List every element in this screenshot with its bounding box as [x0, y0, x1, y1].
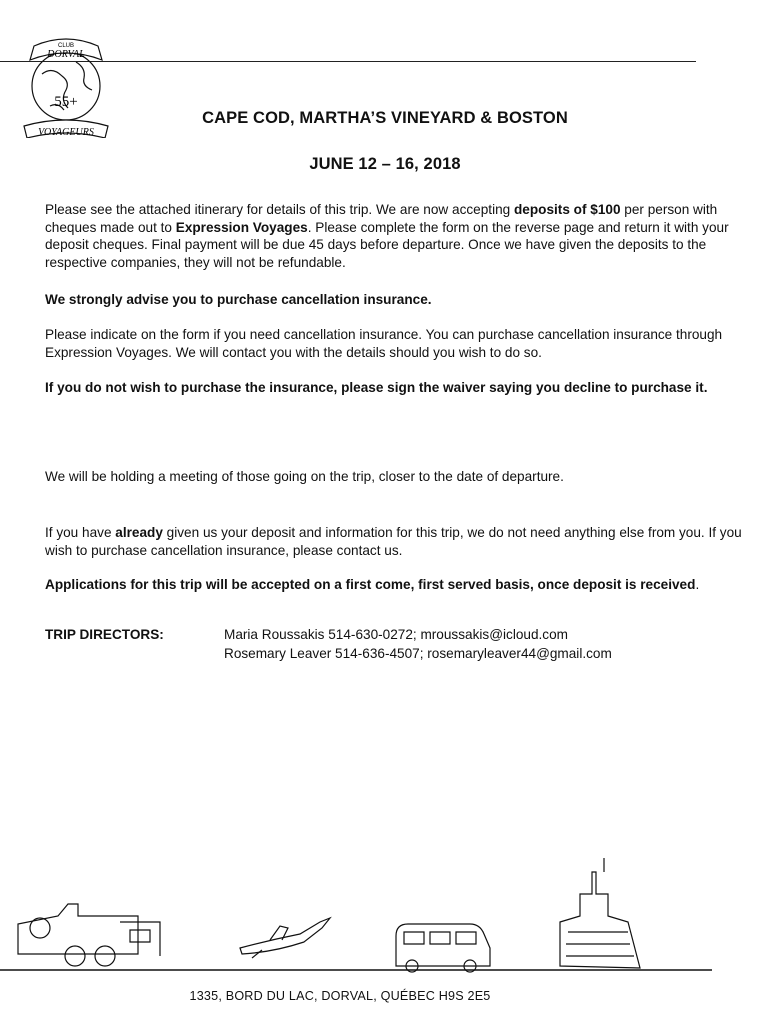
waiver-note-text: If you do not wish to purchase the insurance, please sign the waiver saying you decline to purchase it.	[45, 380, 708, 395]
director-maria: Maria Roussakis 514-630-0272; mroussakis@icloud.com	[224, 627, 568, 642]
already-word: already	[115, 525, 163, 540]
waiver-note	[45, 379, 745, 397]
intro-paragraph	[45, 201, 745, 271]
logo-bottom-text: VOYAGEURS	[38, 127, 94, 138]
meeting-note: We will be holding a meeting of those going on the trip, closer to the date of departure.	[45, 469, 564, 484]
logo-number: 55+	[54, 94, 78, 110]
already-paid-note	[45, 524, 745, 559]
club-address: 1335, BORD DU LAC, DORVAL, QUÉBEC H9S 2E5	[189, 989, 491, 1003]
airplane-drawing	[240, 918, 330, 958]
applications-note	[45, 576, 745, 594]
bus-drawing	[396, 924, 490, 972]
trip-dates: JUNE 12 – 16, 2018	[309, 155, 461, 173]
cruise-ship-drawing	[560, 858, 640, 968]
trip-directors-label: TRIP DIRECTORS:	[45, 627, 164, 642]
steam-train-drawing	[18, 904, 160, 966]
transport-illustration	[0, 858, 770, 978]
applications-text: Applications for this trip will be accepted on a first come, first served basis, once deposit is received	[45, 577, 696, 592]
trip-title: CAPE COD, MARTHA’S VINEYARD & BOSTON	[202, 109, 568, 127]
already-paid-text-1: If you have	[45, 525, 116, 540]
already-paid-text-2: given us your deposit and information for this trip, we do not need anything else from you. If you wish to purchase cancellation insurance, please contact us.	[45, 525, 742, 558]
insurance-advice-text: We strongly advise you to purchase cancellation insurance.	[45, 292, 432, 307]
director-rosemary: Rosemary Leaver 514-636-4507; rosemaryleaver44@gmail.com	[224, 646, 612, 661]
intro-text-3: . Please complete the form on the reverse page and return it with your deposit cheques. Final payment will be due 45 days before departure. Once we have given the deposits to the respective companies, they will not be refundable.	[45, 219, 729, 270]
logo-top-text: CLUB	[57, 43, 75, 49]
payee-name: Expression Voyages	[175, 219, 308, 235]
insurance-advice	[45, 291, 745, 309]
insurance-info: Please indicate on the form if you need cancellation insurance. You can purchase cancellation insurance through Expression Voyages. We will contact you with the details should you wish to do so.	[45, 327, 723, 360]
intro-text-1: Please see the attached itinerary for details of this trip. We are now accepting	[45, 202, 514, 217]
logo-club-name: DORVAL	[47, 49, 85, 60]
deposit-amount: deposits of $100	[513, 202, 621, 217]
intro-text-2: per person with cheques made out to	[45, 202, 718, 235]
applications-end: .	[695, 577, 700, 592]
